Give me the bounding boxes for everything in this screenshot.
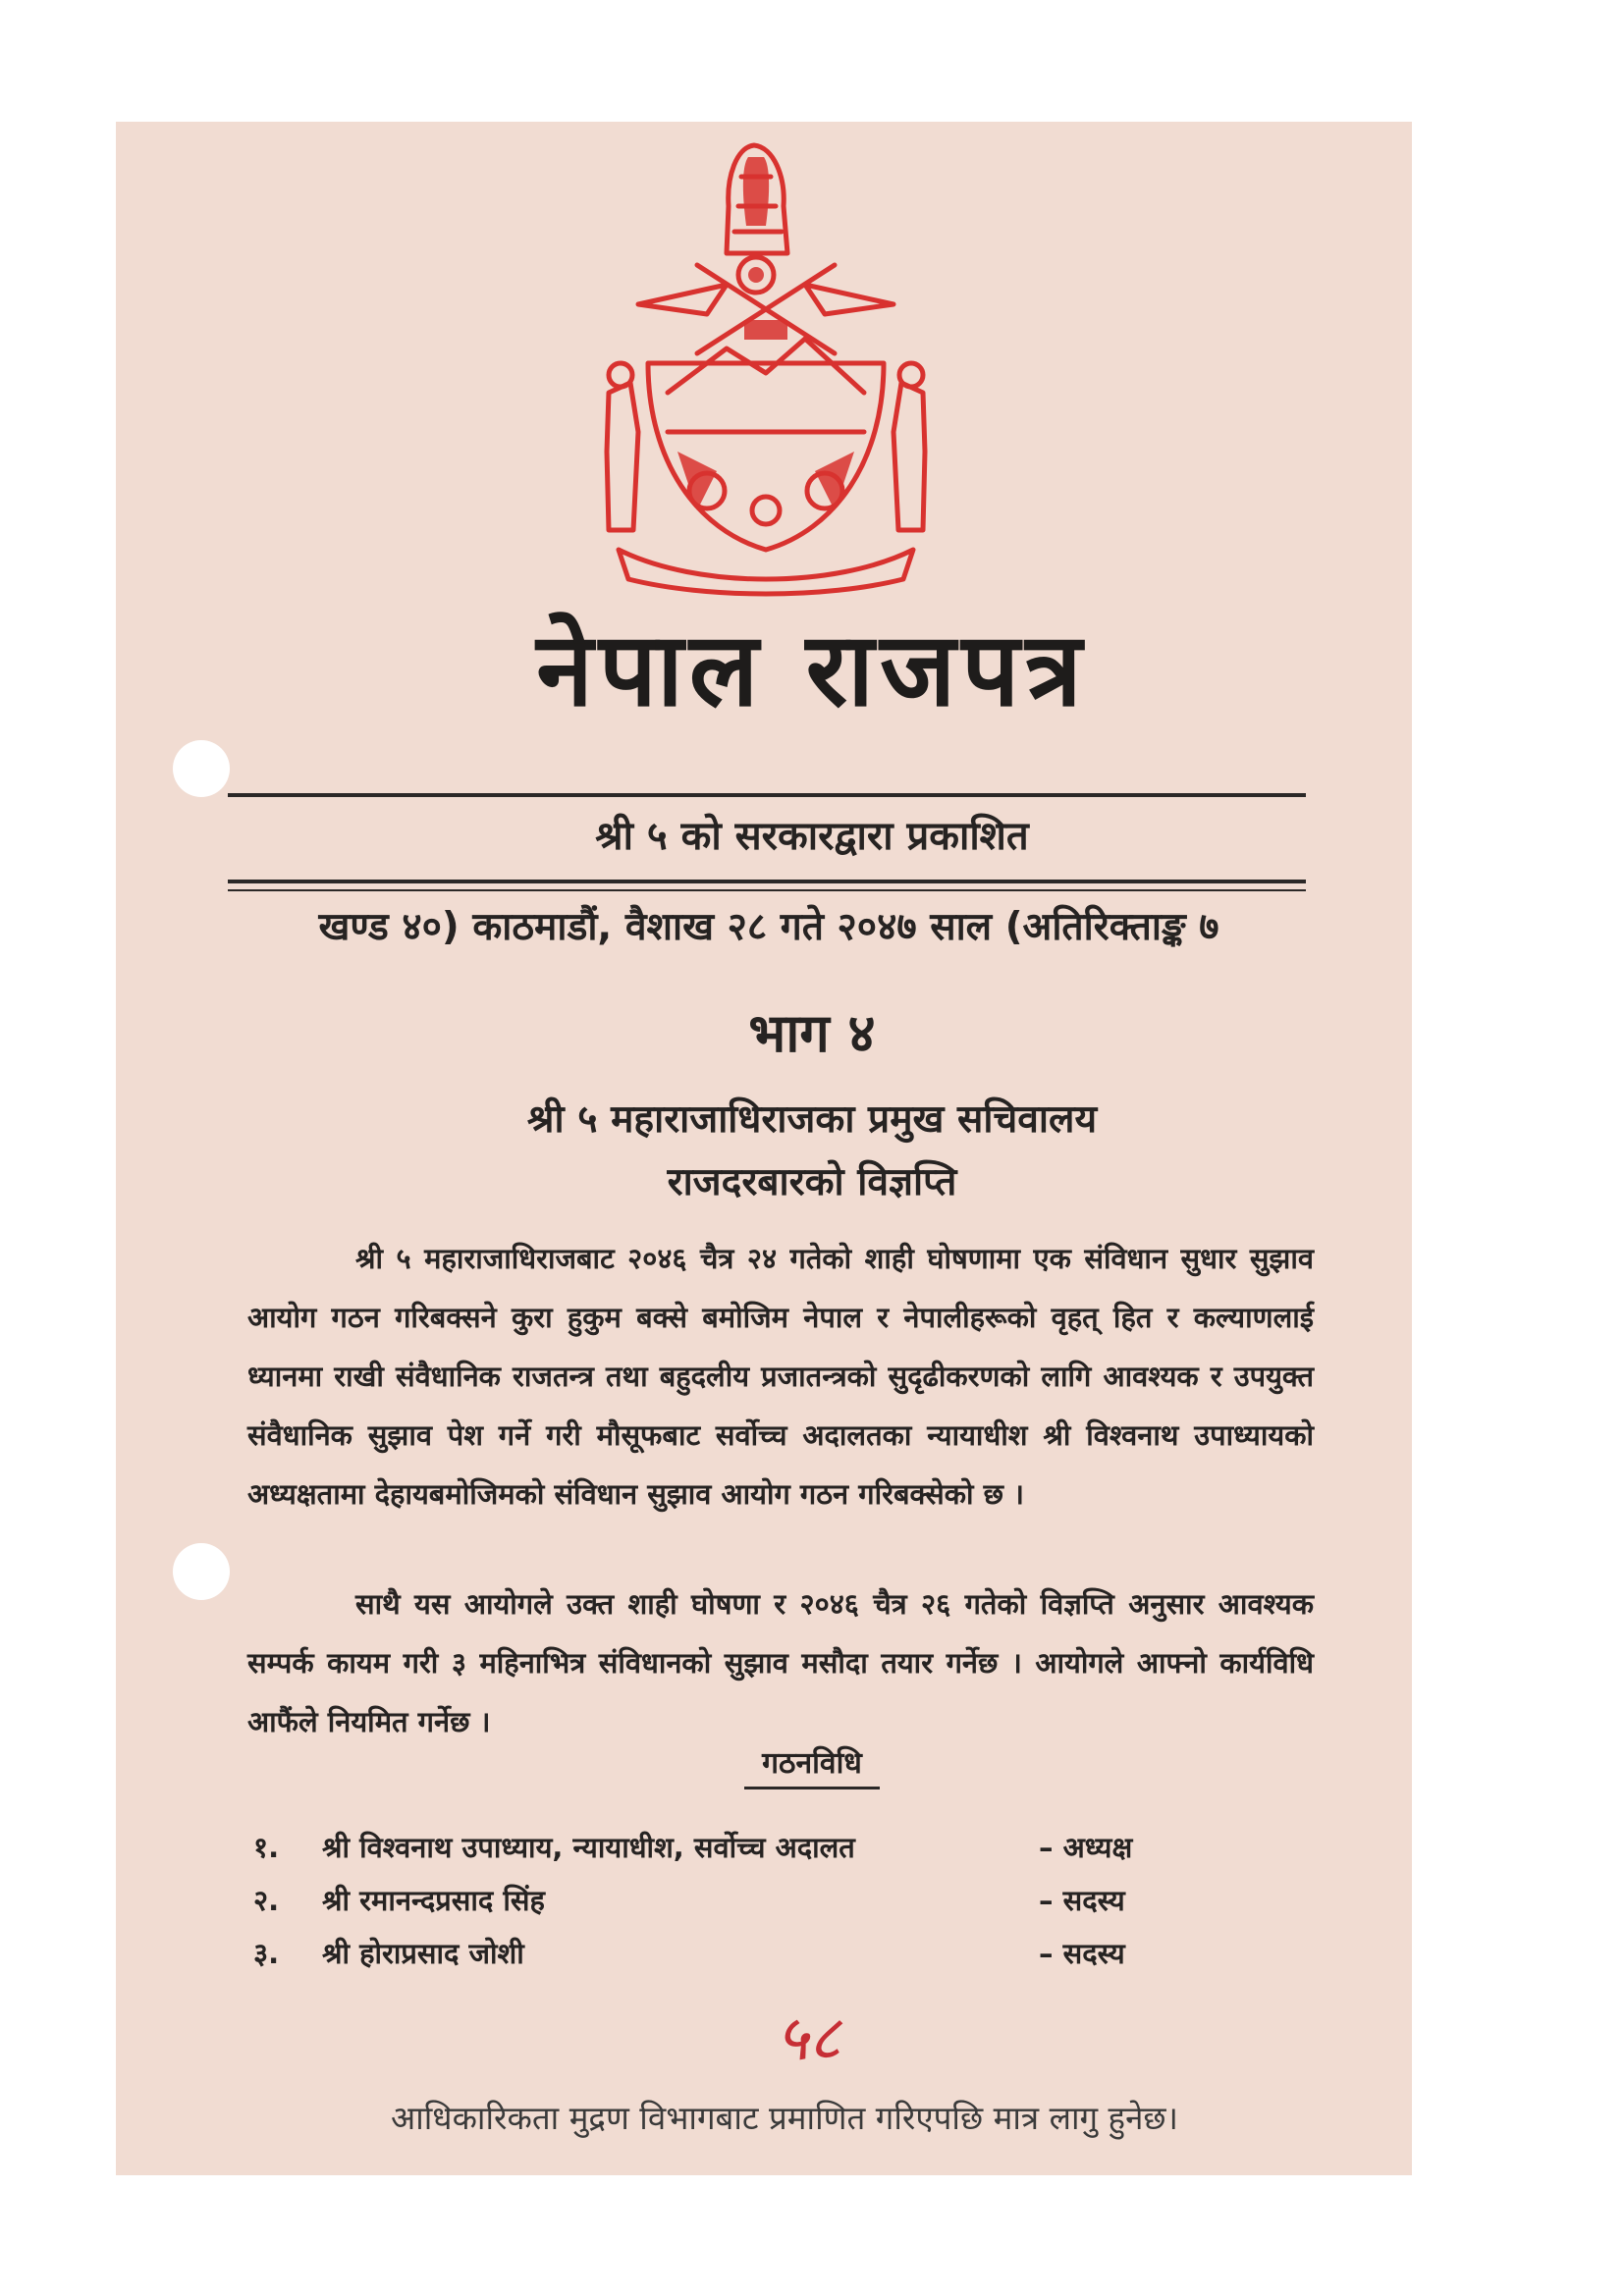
member-row (253, 1828, 1196, 1873)
member-role: – सदस्य (1039, 1937, 1125, 1970)
composition-heading-text: गठनविधि (744, 1746, 880, 1789)
title-rule (228, 793, 1306, 797)
member-name: श्री रमानन्दप्रसाद सिंह (322, 1884, 545, 1917)
composition-heading (0, 1741, 1624, 1782)
member-role: – अध्यक्ष (1039, 1831, 1133, 1864)
office-heading: श्री ५ महाराजाधिराजका प्रमुख सचिवालय (526, 1097, 1098, 1142)
member-row (253, 1881, 1196, 1926)
gazette-title: नेपाल राजपत्र (536, 609, 1088, 729)
handwritten-page-number: ५८ (776, 2002, 841, 2075)
member-role: – सदस्य (1039, 1884, 1125, 1917)
part-heading: भाग ४ (748, 1001, 876, 1064)
member-row (253, 1934, 1196, 1979)
notice-heading: राजदरबारको विज्ञप्ति (667, 1160, 957, 1204)
member-number: ३. (253, 1937, 280, 1970)
paragraph-1: श्री ५ महाराजाधिराजबाट २०४६ चैत्र २४ गतेको शाही घोषणामा एक संविधान सुधार सुझाव आयोग गठन गरिबक्सने कुरा हुकुम बक्से बमोजिम नेपाल र नेपालीहरूको वृहत् हित र कल्याणलाई ध्यानमा राखी संवैधानिक राजतन्त्र तथा बहुदलीय प्रजातन्त्रको सुदृढीकरणको लागि आवश्यक र उपयुक्त संवैधानिक सुझाव पेश गर्ने गरी मौसूफबाट सर्वोच्च अदालतका न्यायाधीश श्री विश्वनाथ उपाध्यायको अध्यक्षतामा देहायबमोजिमको संविधान सुझाव आयोग गठन गरिबक्सेको छ । (247, 1242, 1314, 1511)
paragraph-2: साथै यस आयोगले उक्त शाही घोषणा र २०४६ चैत्र २६ गतेको विज्ञप्ति अनुसार आवश्यक सम्पर्क कायम गरी ३ महिनाभित्र संविधानको सुझाव मसौदा तयार गर्नेछ । आयोगले आफ्नो कार्यविधि आफैंले नियमित गर्नेछ । (247, 1587, 1314, 1738)
royal-emblem (579, 137, 952, 599)
member-name: श्री विश्वनाथ उपाध्याय, न्यायाधीश, सर्वोच्च अदालत (322, 1831, 855, 1864)
member-name: श्री होराप्रसाद जोशी (322, 1937, 524, 1970)
publisher-rule-bottom (228, 889, 1306, 891)
punch-hole-top (173, 740, 230, 797)
authenticity-footnote: आधिकारिकता मुद्रण विभागबाट प्रमाणित गरिएपछि मात्र लागु हुनेछ। (391, 2099, 1179, 2137)
publisher-rule-top (228, 880, 1306, 883)
issue-line: खण्ड ४०) काठमाडौं, वैशाख २८ गते २०४७ साल (अतिरिक्ताङ्क ७ (318, 905, 1219, 949)
punch-hole-bottom (173, 1543, 230, 1600)
publisher-line: श्री ५ को सरकारद्वारा प्रकाशित (595, 814, 1029, 859)
member-number: २. (253, 1884, 280, 1917)
member-number: १. (253, 1831, 280, 1864)
